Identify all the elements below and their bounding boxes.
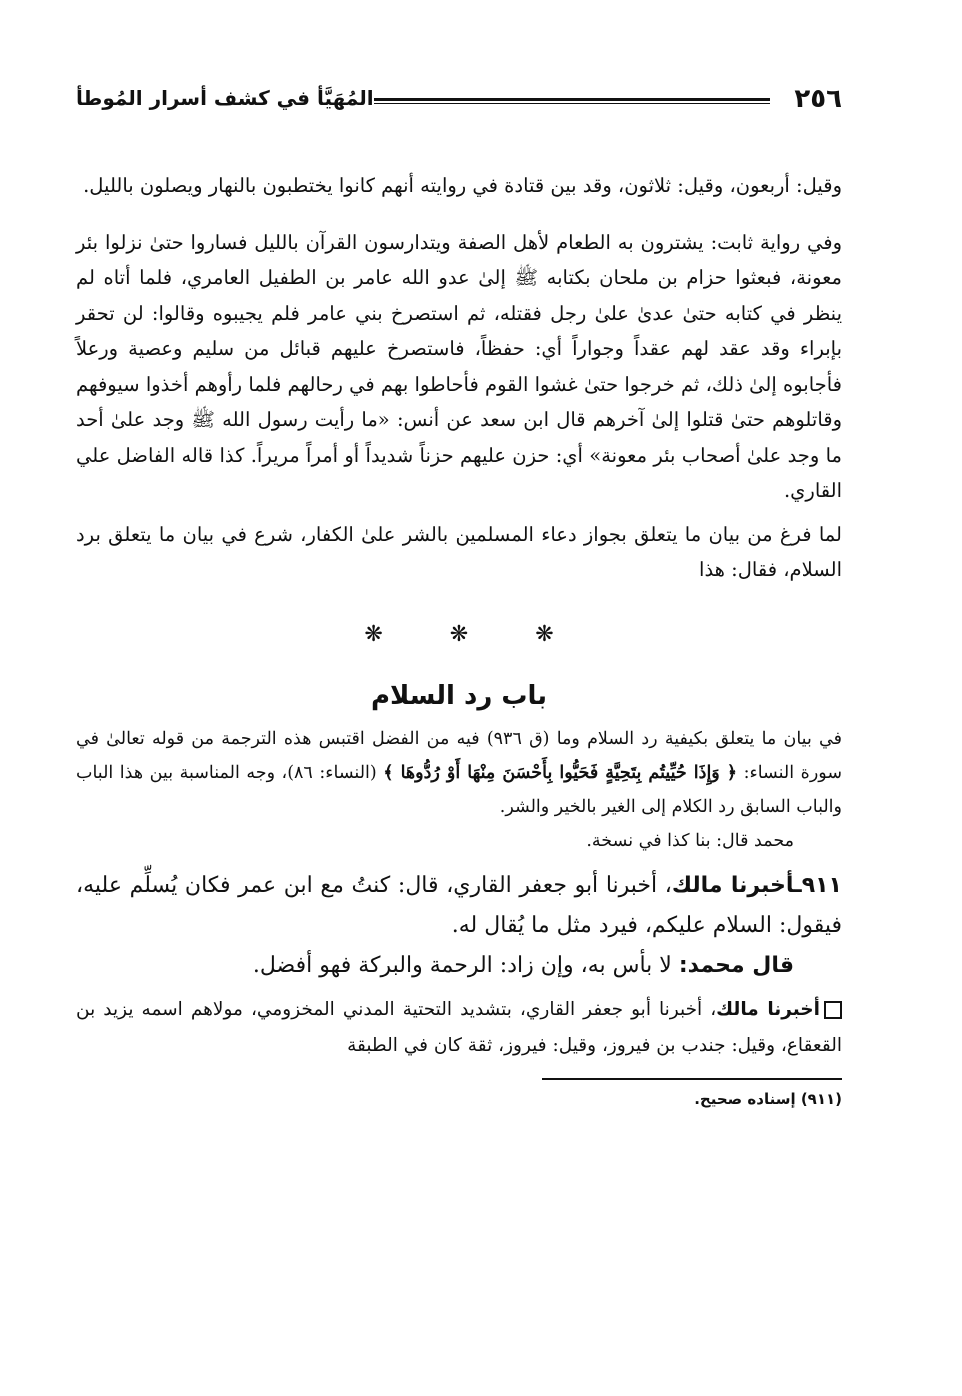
- page-number: ٢٥٦: [794, 84, 842, 114]
- hadith-number: ٩١١ـ: [794, 872, 842, 898]
- paragraph-3: لما فرغ من بيان ما يتعلق بجواز دعاء المسلمين بالشر علىٰ الكفار، شرع في بيان ما يتعلق برد السلام، فقال: هذا: [76, 522, 842, 581]
- qala-text: لا بأس به، وإن زاد: الرحمة والبركة فهو أفضل.: [252, 952, 679, 978]
- star-ornament-icon: ❋: [364, 621, 383, 647]
- footnote: (٩١١) إسناده صحيح.: [694, 1089, 842, 1108]
- book-title: المُهَيَّأ في كشف أسرار المُوطأ: [76, 86, 374, 110]
- quran-verse: ﴿ وَإِذَا حُيِّيتُم بِتَحِيَّةٍ فَحَيُّوا بِأَحْسَنَ مِنْهَا أَوْ رُدُّوهَا ﴾: [383, 762, 738, 783]
- square-marker-icon: [824, 1001, 842, 1019]
- hadith-narrator-label: أخبرنا مالك: [671, 872, 795, 898]
- star-ornament-icon: ❋: [535, 621, 554, 647]
- document-page: [76, 78, 842, 1108]
- commentary: [76, 992, 842, 1064]
- chapter-intro-text: في بيان ما يتعلق بكيفية رد السلام وما (ق ٩٣٦) فيه من الفضل اقتبس هذه الترجمة من قوله تعالىٰ في سورة النساء:: [76, 728, 842, 783]
- header-rule: [374, 98, 770, 104]
- commentary-text: ، أخبرنا أبو جعفر القاري، بتشديد التحتية المدني المخزومي، مولاهم اسمه يزيد بن القعقاع، وقيل: جندب بن فيروز، وقيل: فيروز، ثقة كان في الطبقة: [76, 998, 842, 1056]
- commentary-label: أخبرنا مالك: [716, 998, 820, 1020]
- qala-label: قال محمد:: [678, 952, 794, 978]
- hadith-text: ، أخبرنا أبو جعفر القاري، قال: كنتُ مع ابن عمر فكان يُسلِّم عليه، فيقول: السلام عليكم، فيرد مثل ما يُقال له.: [76, 872, 842, 938]
- chapter-note: محمد قال: بنا كذا في نسخة.: [586, 830, 794, 851]
- qala-muhammad: [76, 946, 842, 986]
- paragraph-1: وقيل: أربعون، وقيل: ثلاثون، وقد بين قتادة في روايته أنهم كانوا يختطبون بالنهار ويصلون بالليل.: [83, 174, 842, 197]
- chapter-intro-text-continued: (النساء: ٨٦)، وجه المناسبة بين هذا الباب والباب السابق رد الكلام إلى الغير بالخير والشر.: [76, 762, 842, 817]
- section-separator: [76, 622, 842, 656]
- page-header: [76, 78, 842, 126]
- footnote-rule: [542, 1078, 842, 1080]
- paragraph-2: وفي رواية ثابت: يشترون به الطعام لأهل الصفة ويتدارسون القرآن بالليل فساروا حتىٰ نزلوا بئر معونة، فبعثوا حزام بن ملحان بكتابه ﷺ إلىٰ عدو الله عامر بن الطفيل العامري، فلما أتاه لم ينظر في كتابه حتىٰ عدىٰ علىٰ رجل فقتله، ثم استصرخ بني عامر فلم يجيبوه وقالوا: لن تحقر بإبراء وقد عقد لهم عقداً وجواراً أي: حفظاً، فاستصرخ عليهم قبائل من سليم وعصية ورعلاً فأجابوه إلىٰ ذلك، ثم خرجوا حتىٰ غشوا القوم فأحاطوا بهم في رحالهم فلما رأوهم أخذوا سيوفهم وقاتلوهم حتىٰ قتلوا إلىٰ آخرهم قال ابن سعد عن أنس: «ما رأيت رسول الله ﷺ وجد علىٰ أحد ما وجد علىٰ أصحاب بئر معونة» أي: حزن عليهم حزناً شديداً أو أمراً مريراً. كذا قاله الفاضل علي القاري.: [76, 230, 842, 502]
- chapter-intro: [76, 722, 842, 824]
- hadith-911: [76, 866, 842, 946]
- chapter-title: باب رد السلام: [371, 680, 547, 711]
- star-ornament-icon: ❋: [449, 621, 469, 647]
